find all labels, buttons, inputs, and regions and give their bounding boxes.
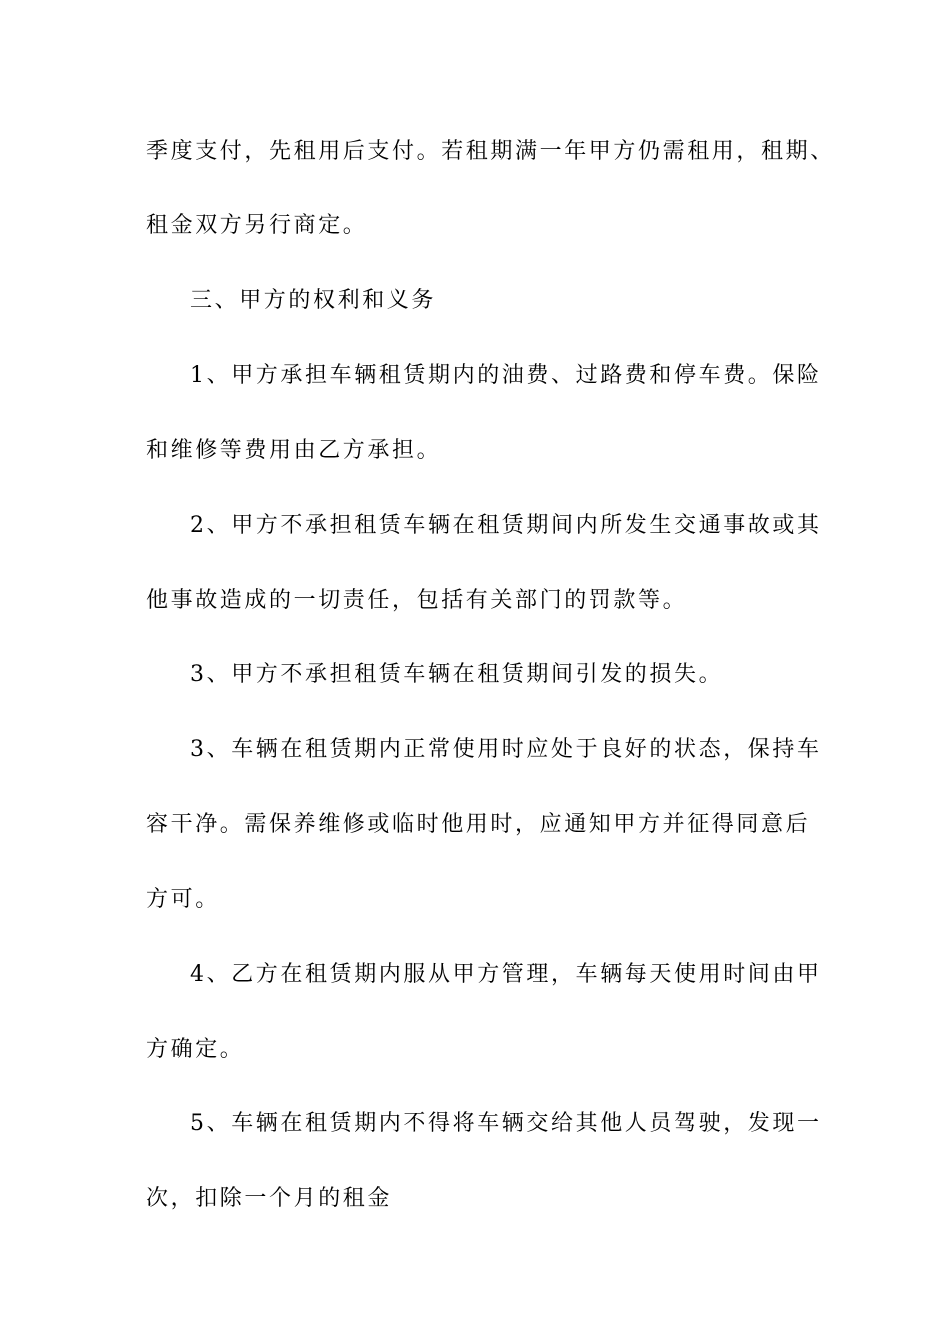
paragraph-line-2: 租金双方另行商定。 xyxy=(146,213,368,238)
paragraph-line-13: 方确定。 xyxy=(146,1037,245,1062)
paragraph-line-5: 和维修等费用由乙方承担。 xyxy=(146,438,442,463)
paragraph-line-6: 2、甲方不承担租赁车辆在租赁期间内所发生交通事故或其 xyxy=(190,513,822,538)
paragraph-line-10: 容干净。需保养维修或临时他用时，应通知甲方并征得同意后 xyxy=(146,812,811,837)
paragraph-line-14: 5、车辆在租赁期内不得将车辆交给其他人员驾驶，发现一 xyxy=(190,1111,822,1136)
section-heading: 三、甲方的权利和义务 xyxy=(190,288,437,313)
paragraph-line-9: 3、车辆在租赁期内正常使用时应处于良好的状态，保持车 xyxy=(190,737,822,762)
paragraph-line-7: 他事故造成的一切责任，包括有关部门的罚款等。 xyxy=(146,588,688,613)
paragraph-line-1: 季度支付，先租用后支付。若租期满一年甲方仍需租用，租期、 xyxy=(146,139,835,164)
paragraph-line-11: 方可。 xyxy=(146,887,220,912)
paragraph-line-4: 1、甲方承担车辆租赁期内的油费、过路费和停车费。保险 xyxy=(190,363,822,388)
paragraph-line-15: 次，扣除一个月的租金 xyxy=(146,1186,393,1211)
paragraph-line-8: 3、甲方不承担租赁车辆在租赁期间引发的损失。 xyxy=(190,662,724,687)
paragraph-line-12: 4、乙方在租赁期内服从甲方管理，车辆每天使用时间由甲 xyxy=(190,962,822,987)
